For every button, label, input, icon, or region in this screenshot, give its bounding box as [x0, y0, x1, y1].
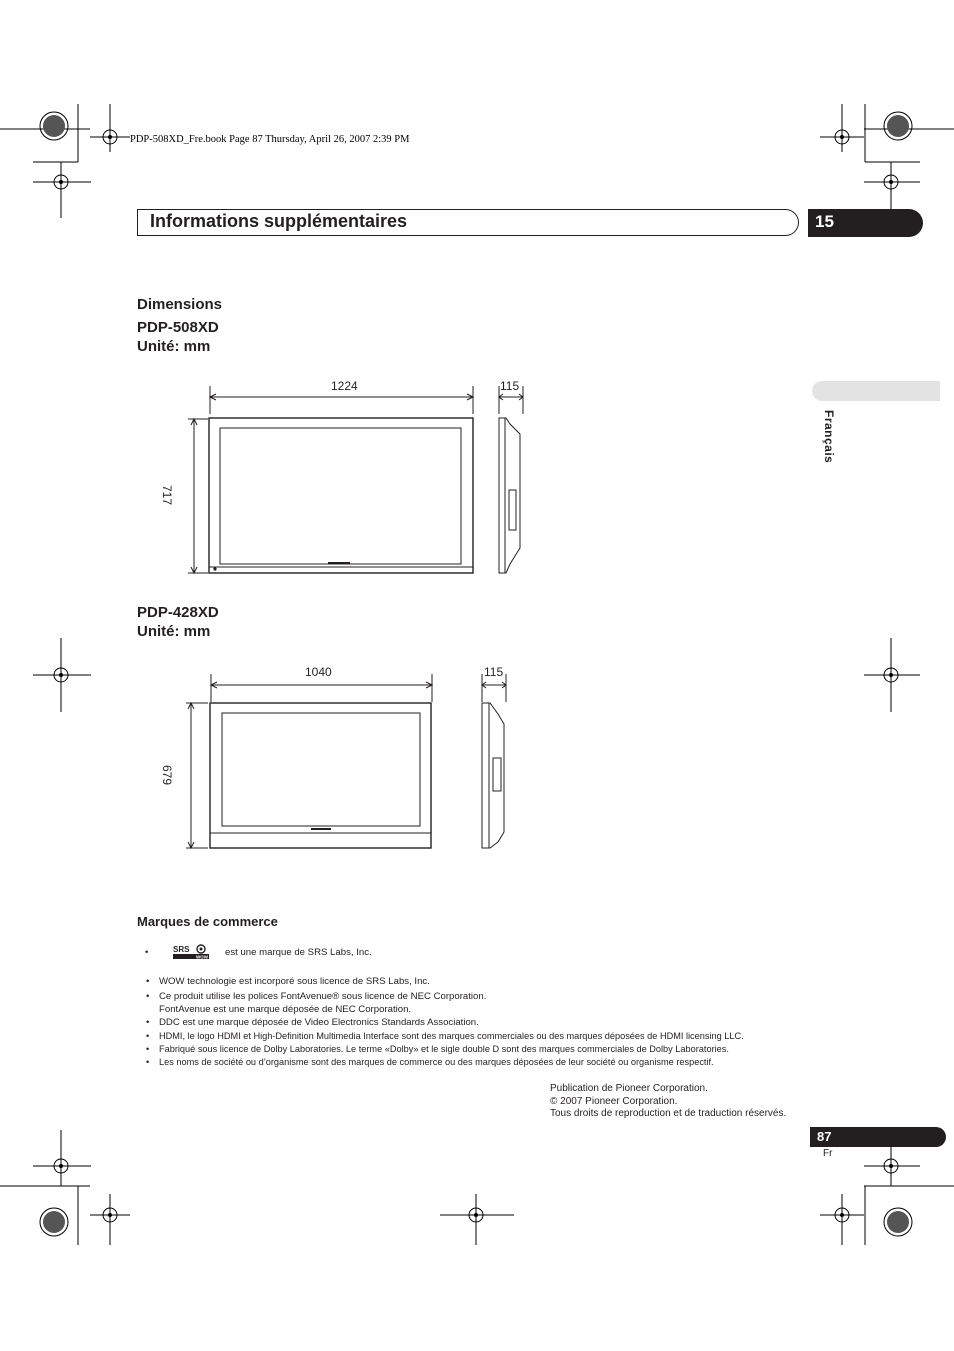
- publication-line: Publication de Pioneer Corporation.: [550, 1083, 708, 1094]
- section-title: Informations supplémentaires: [150, 211, 408, 231]
- dimensions-heading: Dimensions: [137, 296, 223, 313]
- trademark-item: • Ce produit utilise les polices FontAvenue® sous licence de NEC Corporation.: [146, 991, 487, 1002]
- language-tab: [812, 381, 940, 401]
- model-b-width-label: 1040: [305, 665, 332, 679]
- copyright-line: © 2007 Pioneer Corporation.: [550, 1095, 678, 1107]
- model-a-height-label: 717: [160, 485, 174, 506]
- trademarks-heading: Marques de commerce: [137, 914, 278, 929]
- trademark-item: • WOW technologie est incorporé sous licence de SRS Labs, Inc.: [146, 976, 430, 987]
- model-b-dimension-drawing: [180, 672, 520, 852]
- chapter-number: 15: [815, 212, 834, 231]
- svg-text:WOW: WOW: [196, 954, 208, 960]
- trademark-item: • Les noms de société ou d’organisme sont des marques de commerce ou des marques déposées de leur société ou organisme respectif.: [146, 1057, 714, 1067]
- language-label: Français: [822, 410, 836, 464]
- trademark-item: • Fabriqué sous licence de Dolby Laboratories. Le terme «Dolby» et le sigle double D sont des marques commerciales de Dolby Laboratories.: [146, 1044, 729, 1054]
- model-a-width-label: 1224: [331, 379, 358, 393]
- model-a-dimension-drawing: [180, 378, 540, 578]
- model-b-unit: Unité: mm: [137, 623, 211, 640]
- book-info-line: PDP-508XD_Fre.book Page 87 Thursday, April 26, 2007 2:39 PM: [130, 134, 410, 145]
- page-number: 87: [817, 1129, 832, 1144]
- model-a-unit: Unité: mm: [137, 338, 211, 355]
- trademark-item-continuation: FontAvenue est une marque déposée de NEC Corporation.: [159, 1004, 412, 1015]
- trademark-item: • DDC est une marque déposée de Video Electronics Standards Association.: [146, 1017, 479, 1028]
- model-b-height-label: 679: [160, 765, 174, 786]
- model-a-name: PDP-508XD: [137, 319, 219, 336]
- svg-text:SRS: SRS: [173, 945, 190, 954]
- trademark-item: • HDMI, le logo HDMI et High-Definition Multimedia Interface sont des marques commerciales ou des marques déposées de HDMI licensing LLC.: [146, 1031, 744, 1041]
- rights-line: Tous droits de reproduction et de traduction réservés.: [550, 1108, 787, 1120]
- model-b-name: PDP-428XD: [137, 604, 219, 621]
- model-b-depth-label: 115: [484, 665, 504, 679]
- srs-wow-logo: [172, 944, 210, 962]
- publication-info: [550, 1083, 786, 1121]
- page-language-code: Fr: [823, 1148, 833, 1159]
- model-a-depth-label: 115: [500, 379, 520, 393]
